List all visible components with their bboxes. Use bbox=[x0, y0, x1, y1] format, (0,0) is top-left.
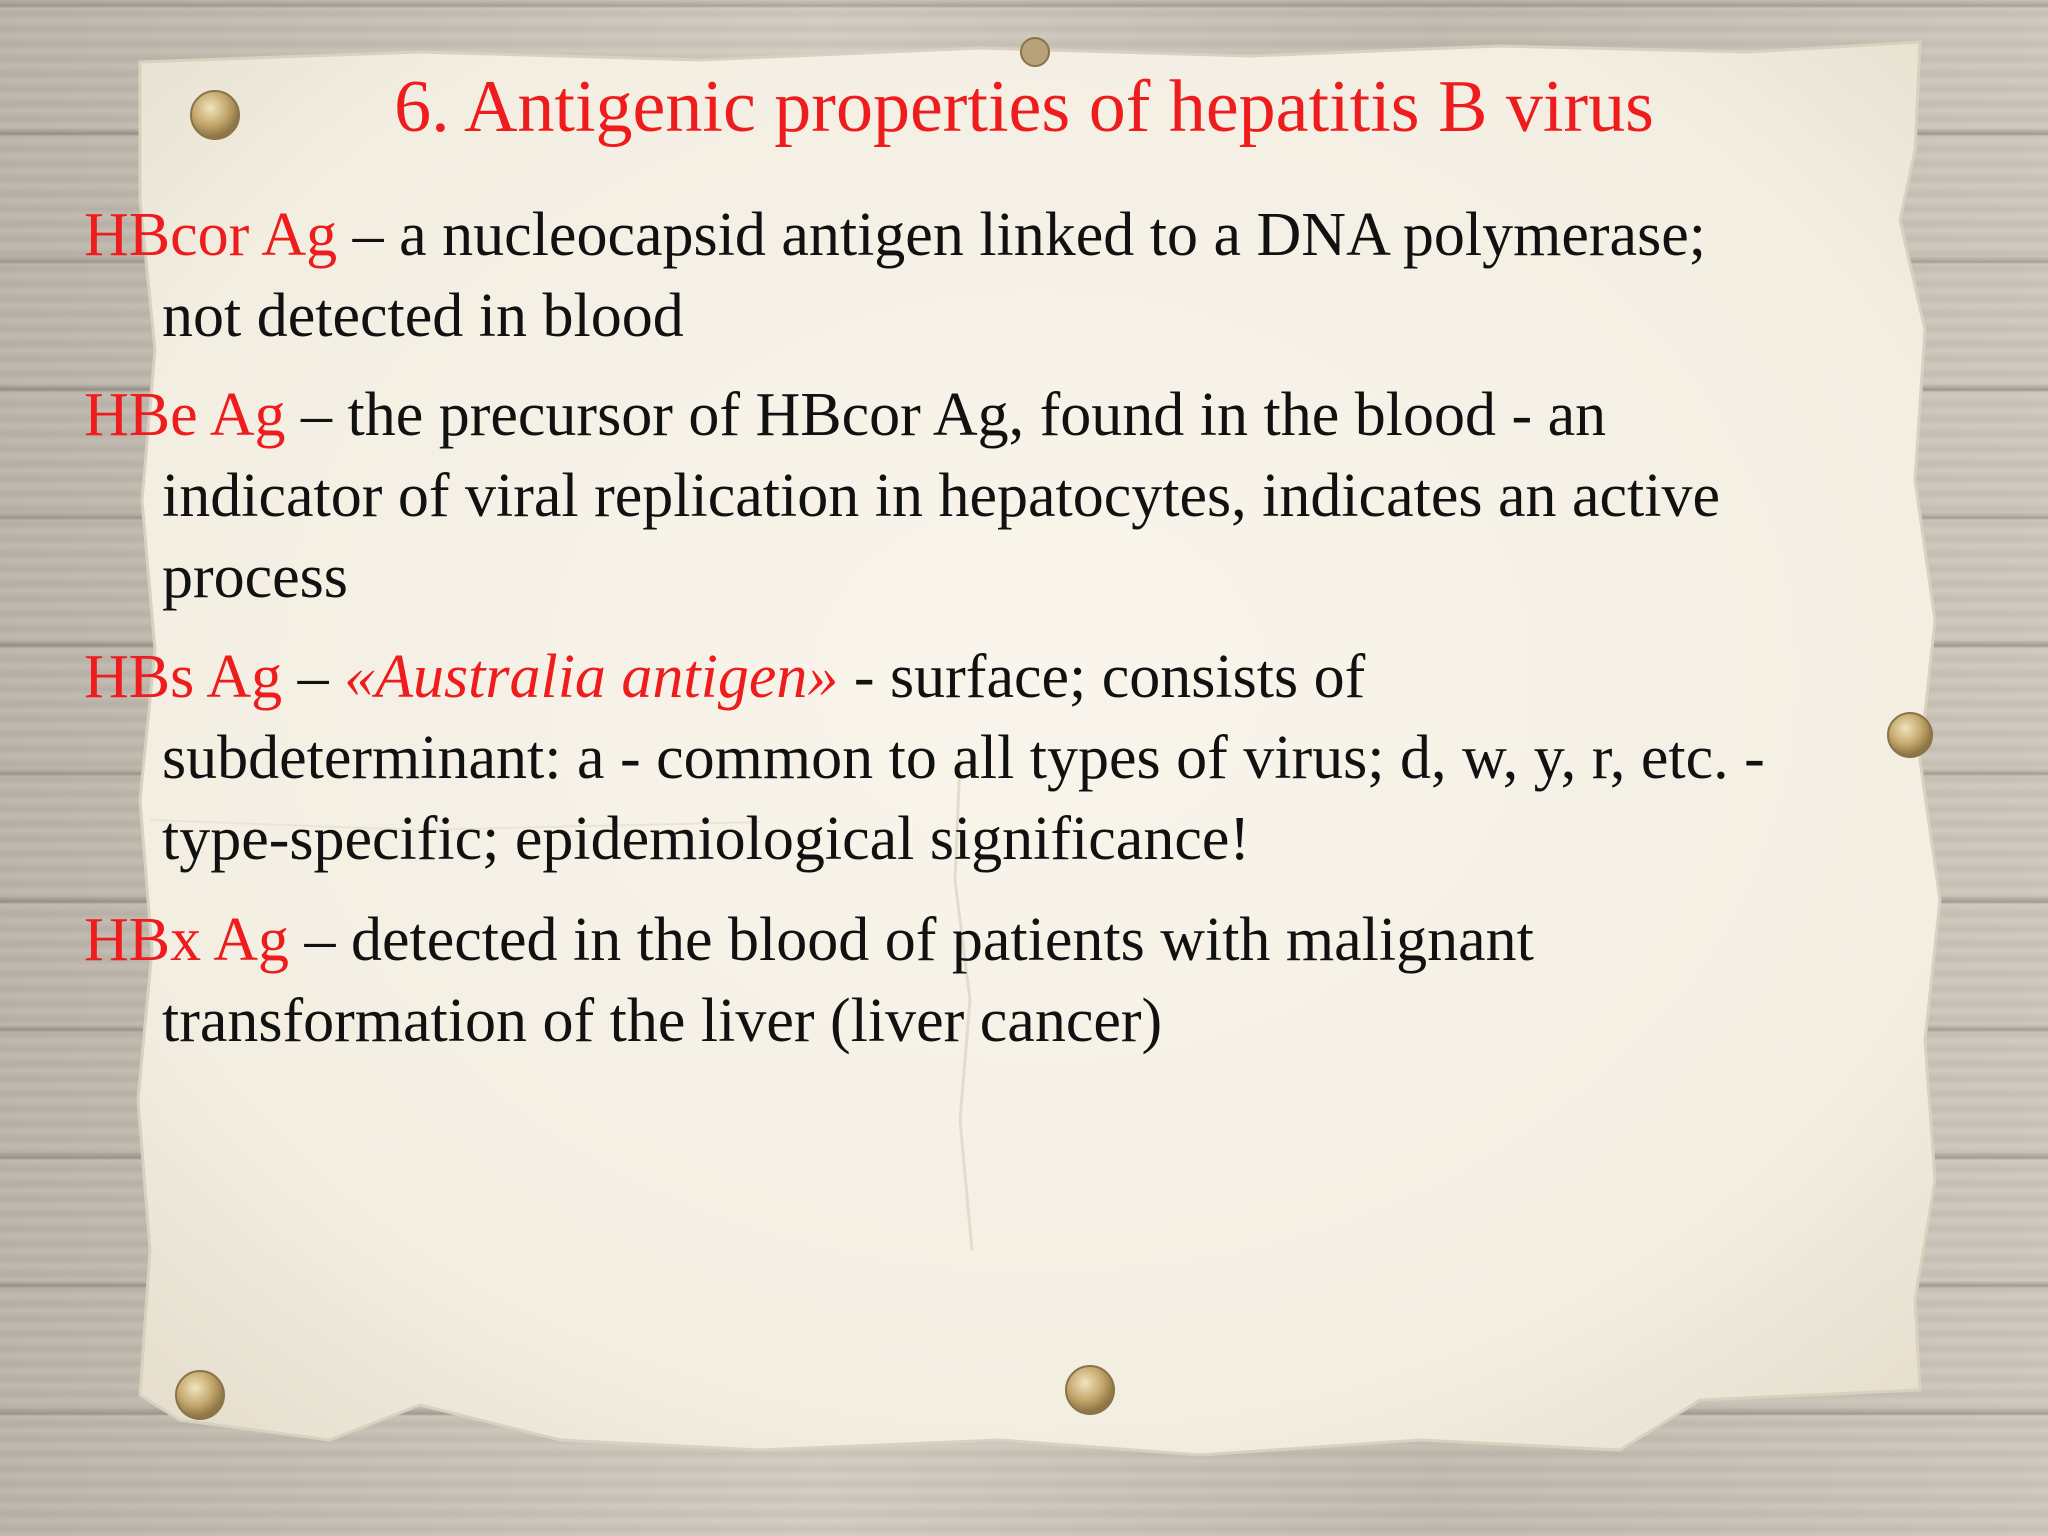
antigen-item-hbcor bbox=[84, 195, 1984, 357]
antigen-term: HBe Ag bbox=[84, 381, 286, 449]
slide-title: 6. Antigenic properties of hepatitis B virus bbox=[394, 66, 1654, 148]
item-line: subdeterminant: a - common to all types of virus; d, w, y, r, etc. - bbox=[162, 724, 1765, 792]
item-line bbox=[84, 195, 1984, 276]
item-line bbox=[84, 900, 1984, 981]
antigen-term: HBcor Ag bbox=[84, 201, 338, 269]
item-line: type-specific; epidemiological significance! bbox=[162, 805, 1250, 873]
item-line: indicator of viral replication in hepatocytes, indicates an active bbox=[162, 462, 1720, 530]
antigen-description: – the precursor of HBcor Ag, found in the blood - an bbox=[285, 381, 1607, 449]
antigen-description: – a nucleocapsid antigen linked to a DNA polymerase; bbox=[337, 201, 1706, 269]
item-line bbox=[84, 375, 1984, 456]
antigen-description: - surface; consists of bbox=[838, 643, 1366, 711]
item-line: transformation of the liver (liver cancer) bbox=[162, 987, 1163, 1055]
antigen-description: – detected in the blood of patients with malignant bbox=[288, 906, 1534, 974]
item-line bbox=[84, 637, 1984, 718]
antigen-item-hbe bbox=[84, 375, 1984, 618]
item-line: not detected in blood bbox=[162, 282, 684, 350]
antigen-item-hbx bbox=[84, 900, 1984, 1062]
dash-separator: – bbox=[282, 643, 345, 711]
antigen-term: HBx Ag bbox=[84, 906, 289, 974]
antigen-term: HBs Ag bbox=[84, 643, 283, 711]
australia-antigen-emphasis: «Australia antigen» bbox=[344, 643, 839, 711]
item-line: process bbox=[162, 543, 348, 611]
antigen-item-hbs bbox=[84, 637, 1984, 880]
